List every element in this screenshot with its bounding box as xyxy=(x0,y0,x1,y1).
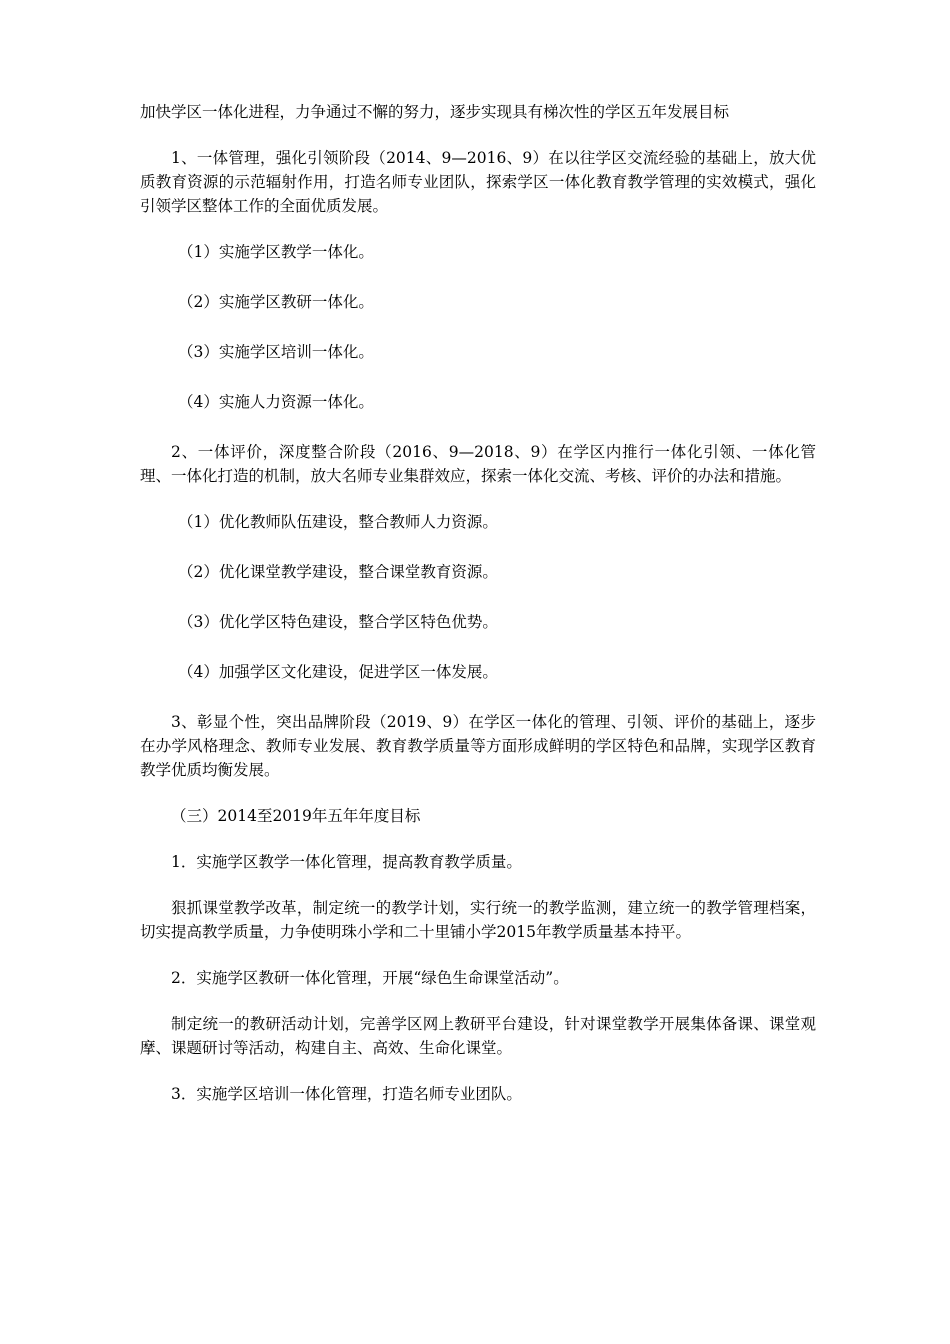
document-page xyxy=(140,100,816,1128)
list-item: （3）实施学区培训一体化。 xyxy=(178,343,374,361)
list-item: （1）优化教师队伍建设，整合教师人力资源。 xyxy=(178,513,498,531)
goal-heading-1: 1．实施学区教学一体化管理，提高教育教学质量。 xyxy=(171,853,522,871)
paragraph-intro: 加快学区一体化进程，力争通过不懈的努力，逐步实现具有梯次性的学区五年发展目标 xyxy=(140,103,730,121)
list-item: （4）实施人力资源一体化。 xyxy=(178,393,374,411)
list-item: （3）优化学区特色建设，整合学区特色优势。 xyxy=(178,613,498,631)
paragraph-stage-1: 1、一体管理，强化引领阶段（2014、9—2016、9）在以往学区交流经验的基础上，放大优质教育资源的示范辐射作用，打造名师专业团队，探索学区一体化教育教学管理的实效模式，强化引领学区整体工作的全面优质发展。 xyxy=(140,149,816,215)
goal-heading-2: 2．实施学区教研一体化管理，开展“绿色生命课堂活动”。 xyxy=(171,969,569,987)
paragraph-stage-3: 3、彰显个性，突出品牌阶段（2019、9）在学区一体化的管理、引领、评价的基础上，逐步在办学风格理念、教师专业发展、教育教学质量等方面形成鲜明的学区特色和品牌，实现学区教育教学优质均衡发展。 xyxy=(140,713,816,779)
goal-heading-3: 3．实施学区培训一体化管理，打造名师专业团队。 xyxy=(171,1085,522,1103)
section-heading: （三）2014至2019年五年年度目标 xyxy=(171,807,421,825)
goal-body-2: 制定统一的教研活动计划，完善学区网上教研平台建设，针对课堂教学开展集体备课、课堂观摩、课题研讨等活动，构建自主、高效、生命化课堂。 xyxy=(140,1015,816,1057)
paragraph-stage-2: 2、一体评价，深度整合阶段（2016、9—2018、9）在学区内推行一体化引领、一体化管理、一体化打造的机制，放大名师专业集群效应，探索一体化交流、考核、评价的办法和措施。 xyxy=(140,443,816,485)
list-item: （1）实施学区教学一体化。 xyxy=(178,243,374,261)
goal-body-1: 狠抓课堂教学改革，制定统一的教学计划，实行统一的教学监测，建立统一的教学管理档案，切实提高教学质量，力争使明珠小学和二十里铺小学2015年教学质量基本持平。 xyxy=(140,899,816,941)
list-item: （2）优化课堂教学建设，整合课堂教育资源。 xyxy=(178,563,498,581)
list-item: （2）实施学区教研一体化。 xyxy=(178,293,374,311)
list-item: （4）加强学区文化建设，促进学区一体发展。 xyxy=(178,663,498,681)
